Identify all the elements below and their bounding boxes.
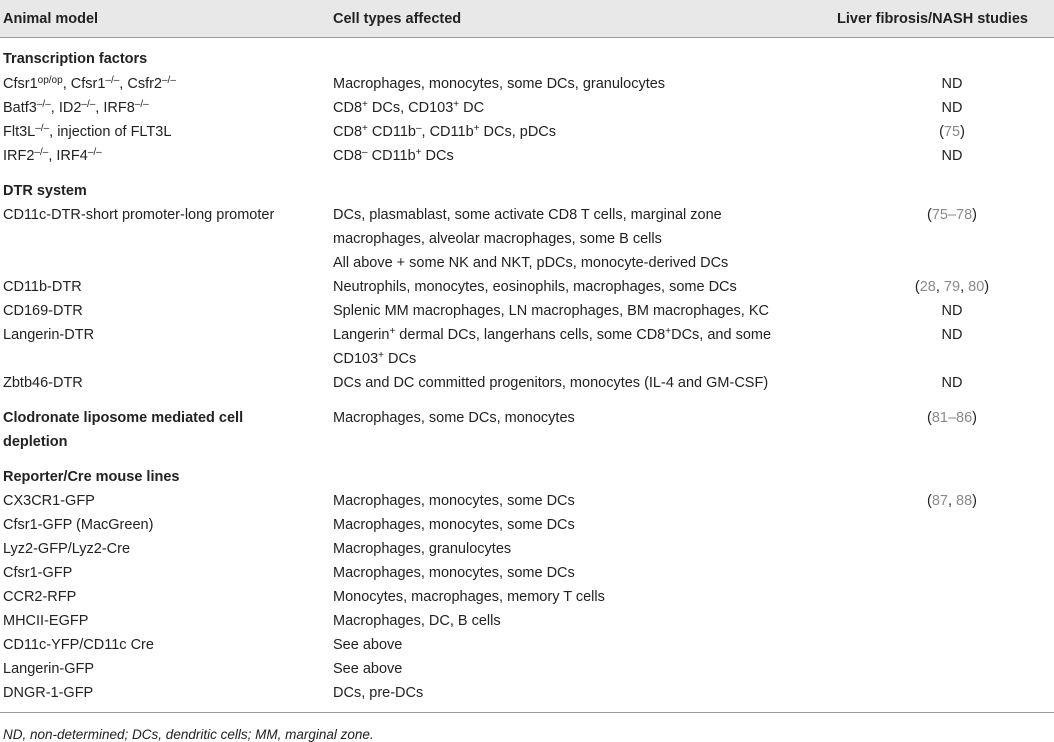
row-model: CD11c-YFP/CD11c Cre xyxy=(3,637,154,653)
row-model: Langerin-GFP xyxy=(3,661,95,677)
row-cells: Macrophages, some DCs, monocytes xyxy=(333,410,575,426)
reference-link[interactable]: 80 xyxy=(968,279,985,295)
row-model: DNGR-1-GFP xyxy=(3,685,94,701)
row-cells: DCs and DC committed progenitors, monocytes (IL-4 and GM-CSF) xyxy=(333,375,769,391)
col-header-cell-types: Cell types affected xyxy=(333,11,462,27)
row-model: CD11b-DTR xyxy=(3,279,82,295)
section-clodronate: Clodronate liposome mediated cell xyxy=(3,410,244,426)
row-cells: Macrophages, monocytes, some DCs xyxy=(333,517,575,533)
col-header-animal-model: Animal model xyxy=(3,11,99,27)
row-model: CCR2-RFP xyxy=(3,589,77,605)
table-footnote: ND, non-determined; DCs, dendritic cells; MM, marginal zone. xyxy=(3,727,374,742)
row-cells: Macrophages, monocytes, some DCs, granulocytes xyxy=(333,76,666,92)
row-model: IRF2–/–, IRF4–/– xyxy=(3,147,102,164)
row-cells-cont: macrophages, alveolar macrophages, some B cells xyxy=(333,231,662,247)
row-cells: Macrophages, monocytes, some DCs xyxy=(333,565,575,581)
section-clodronate-cont: depletion xyxy=(3,434,68,450)
row-model: Cfsr1-GFP (MacGreen) xyxy=(3,517,154,533)
row-cells: CD8– CD11b+ DCs xyxy=(333,147,454,164)
reference-link[interactable]: 81–86 xyxy=(931,410,973,426)
reference-link[interactable]: 79 xyxy=(943,279,961,295)
row-cells-cont: All above + some NK and NKT, pDCs, monocyte-derived DCs xyxy=(333,255,729,271)
row-cells: Macrophages, DC, B cells xyxy=(333,613,501,629)
row-cells: Neutrophils, monocytes, eosinophils, macrophages, some DCs xyxy=(333,279,737,295)
row-model: Zbtb46-DTR xyxy=(3,375,83,391)
section-dtr-system: DTR system xyxy=(3,183,87,199)
row-model: Flt3L–/–, injection of FLT3L xyxy=(3,123,172,140)
row-cells: Macrophages, monocytes, some DCs xyxy=(333,493,575,509)
row-model: Batf3–/–, ID2–/–, IRF8–/– xyxy=(3,99,149,116)
reference-link[interactable]: 88 xyxy=(956,493,973,509)
row-cells: Langerin+ dermal DCs, langerhans cells, some CD8+DCs, and some xyxy=(333,326,772,343)
table-bottom-rule xyxy=(0,712,1054,713)
row-model: CD11c-DTR-short promoter-long promoter xyxy=(3,207,275,223)
row-model: Cfsr1-GFP xyxy=(3,565,73,581)
row-cells: DCs, plasmablast, some activate CD8 T cells, marginal zone xyxy=(333,207,722,223)
row-cells: See above xyxy=(333,661,403,677)
reference-link[interactable]: 75 xyxy=(943,124,961,140)
row-model: CD169-DTR xyxy=(3,303,83,319)
reference-link[interactable]: 75–78 xyxy=(931,207,973,223)
row-cells: DCs, pre-DCs xyxy=(333,685,424,701)
row-model: CX3CR1-GFP xyxy=(3,493,95,509)
section-transcription-factors: Transcription factors xyxy=(3,51,148,67)
row-cells-cont: CD103+ DCs xyxy=(333,350,417,367)
row-cells: Macrophages, granulocytes xyxy=(333,541,512,557)
row-cells: CD8+ CD11b–, CD11b+ DCs, pDCs xyxy=(333,123,557,140)
row-cells: Monocytes, macrophages, memory T cells xyxy=(333,589,605,605)
row-model: Langerin-DTR xyxy=(3,327,95,343)
row-cells: Splenic MM macrophages, LN macrophages, BM macrophages, KC xyxy=(333,303,769,319)
section-reporter-cre: Reporter/Cre mouse lines xyxy=(3,469,180,485)
col-header-liver-studies: Liver fibrosis/NASH studies xyxy=(837,11,1028,27)
row-cells: See above xyxy=(333,637,403,653)
row-model: MHCII-EGFP xyxy=(3,613,89,629)
row-model: $Cfsr1^{op/op}$, Cfsr1–/–, Csfr2–/– xyxy=(3,75,176,92)
table-header xyxy=(0,0,1054,38)
row-model: Lyz2-GFP/Lyz2-Cre xyxy=(3,541,131,557)
reference-link[interactable]: 87 xyxy=(931,493,948,509)
row-cells: CD8+ DCs, CD103+ DC xyxy=(333,99,485,116)
reference-link[interactable]: 28 xyxy=(919,279,936,295)
